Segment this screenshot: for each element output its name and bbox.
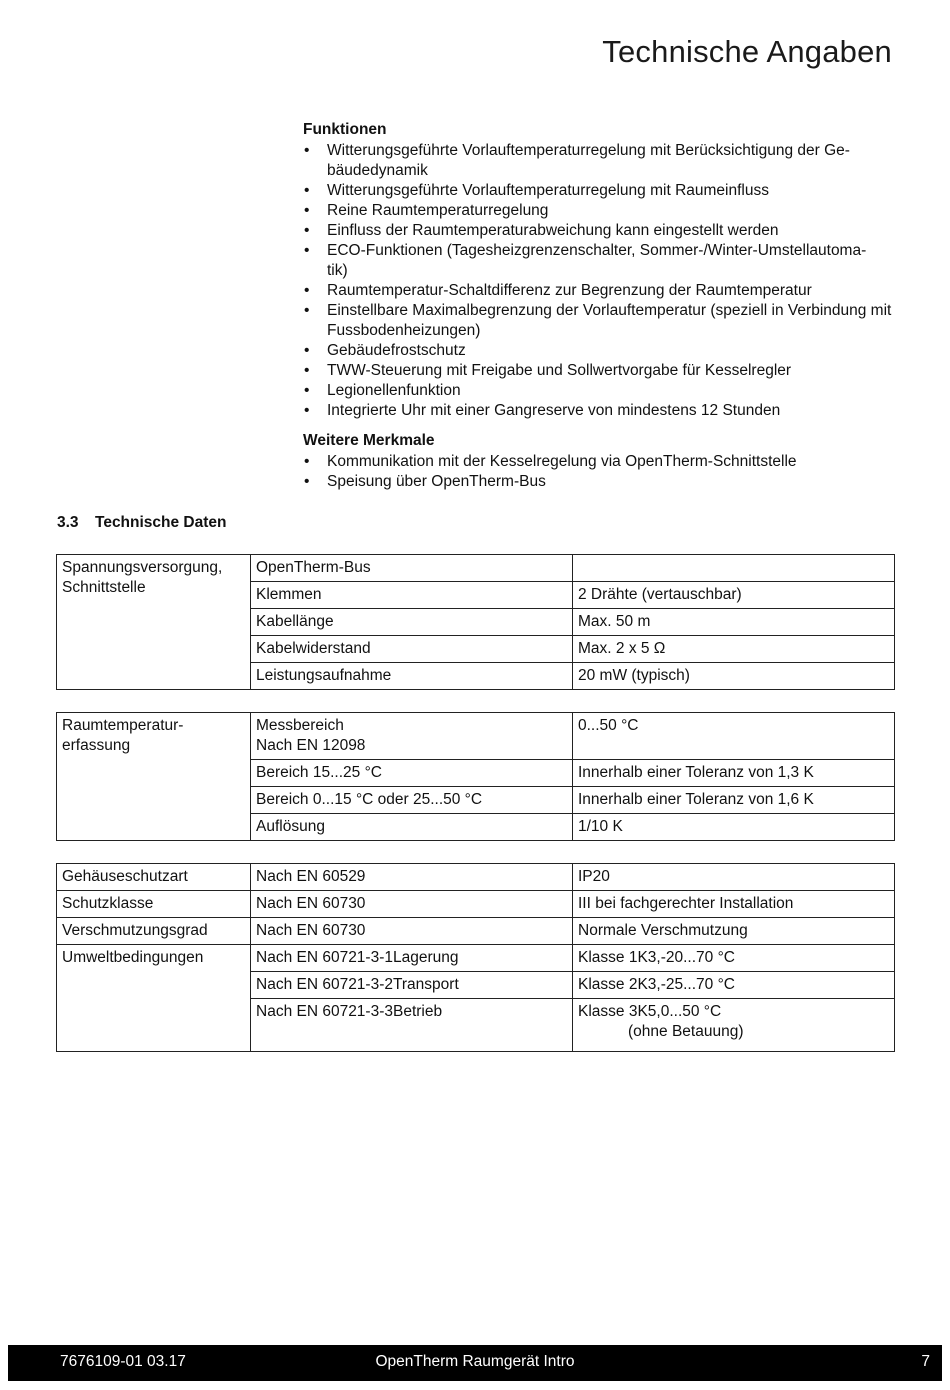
table-cell-value: Max. 2 x 5 Ω	[573, 636, 895, 663]
table-cell-value: 1/10 K	[573, 814, 895, 841]
table-cell-value: Max. 50 m	[573, 609, 895, 636]
list-item: • ECO-Funktionen (Tagesheizgrenzenschalter, Sommer-/Winter-Umstellautoma- tik)	[303, 241, 903, 281]
table-cell-value: 0...50 °C	[573, 713, 895, 760]
table-cell-value: Normale Verschmutzung	[573, 918, 895, 945]
list-item: • Integrierte Uhr mit einer Gangreserve von mindestens 12 Stunden	[303, 401, 903, 421]
table-cell-norm: Nach EN 60730	[251, 891, 573, 918]
page-title: Technische Angaben	[602, 34, 892, 69]
spec-table-power	[56, 554, 895, 690]
list-item: • TWW-Steuerung mit Freigabe und Sollwertvorgabe für Kesselregler	[303, 361, 903, 381]
list-item: • Witterungsgeführte Vorlauftemperaturregelung mit Raumeinfluss	[303, 181, 903, 201]
table-cell-label: Auflösung	[251, 814, 573, 841]
section-title: Technische Daten	[95, 514, 227, 531]
table-cell-norm: Nach EN 60529	[251, 864, 573, 891]
list-item: • Kommunikation mit der Kesselregelung via OpenTherm-Schnittstelle	[303, 452, 903, 472]
list-item: • Reine Raumtemperaturregelung	[303, 201, 903, 221]
table-cell-norm: Nach EN 60721-3-1Lagerung	[251, 945, 573, 972]
list-item: • Witterungsgeführte Vorlauftemperaturregelung mit Berücksichtigung der Ge- bäudedynamik	[303, 141, 903, 181]
funktionen-heading: Funktionen	[303, 121, 387, 138]
table-cell-norm: Nach EN 60721-3-2Transport	[251, 972, 573, 999]
footer-bar	[8, 1345, 942, 1381]
list-item: • Speisung über OpenTherm-Bus	[303, 472, 903, 492]
table-cell-label: Bereich 0...15 °C oder 25...50 °C	[251, 787, 573, 814]
table-cell-value	[573, 999, 895, 1052]
table-cell-value: III bei fachgerechter Installation	[573, 891, 895, 918]
footer-product-name: OpenTherm Raumgerät Intro	[375, 1353, 575, 1370]
table-cell-value: Innerhalb einer Toleranz von 1,6 K	[573, 787, 895, 814]
list-item: • Gebäudefrostschutz	[303, 341, 903, 361]
spec-table-temperature	[56, 712, 895, 841]
table-cell-label: Klemmen	[251, 582, 573, 609]
table-cell-label: OpenTherm-Bus	[251, 555, 573, 582]
table-cell-value-line: (ohne Betauung)	[628, 1023, 744, 1040]
table-cell-label-line: Messbereich	[256, 717, 344, 734]
table-cell-norm: Nach EN 60721-3-3Betrieb	[251, 999, 573, 1052]
table-group-cell: Spannungsversorgung, Schnittstelle	[57, 555, 251, 690]
spec-table-protection	[56, 863, 895, 1052]
table-cell-value	[573, 555, 895, 582]
table-cell-value-line: Klasse 3K5,0...50 °C	[578, 1003, 722, 1020]
merkmale-heading: Weitere Merkmale	[303, 432, 435, 449]
section-number: 3.3	[57, 514, 79, 531]
table-group-cell: Umweltbedingungen	[57, 945, 251, 1052]
table-cell-label: Kabellänge	[251, 609, 573, 636]
table-row	[57, 555, 895, 582]
list-item: • Einstellbare Maximalbegrenzung der Vorlauftemperatur (speziell in Verbindung mit Fussbodenheizungen)	[303, 301, 903, 341]
table-cell-value: 20 mW (typisch)	[573, 663, 895, 690]
table-cell-label-line: Nach EN 12098	[256, 737, 366, 754]
table-row	[57, 945, 895, 972]
section-heading	[57, 514, 227, 532]
table-cell-name: Gehäuseschutzart	[57, 864, 251, 891]
list-item: • Einfluss der Raumtemperaturabweichung kann eingestellt werden	[303, 221, 903, 241]
table-cell-value: Klasse 2K3,-25...70 °C	[573, 972, 895, 999]
funktionen-list	[303, 141, 903, 421]
table-cell-label	[251, 713, 573, 760]
funktionen-section	[303, 120, 903, 421]
table-cell-label: Bereich 15...25 °C	[251, 760, 573, 787]
list-item: • Raumtemperatur-Schaltdifferenz zur Begrenzung der Raumtemperatur	[303, 281, 903, 301]
table-cell-norm: Nach EN 60730	[251, 918, 573, 945]
footer-page-number: 7	[921, 1353, 930, 1370]
table-cell-value: IP20	[573, 864, 895, 891]
table-row	[57, 713, 895, 760]
table-cell-name: Verschmutzungsgrad	[57, 918, 251, 945]
table-cell-value: Innerhalb einer Toleranz von 1,3 K	[573, 760, 895, 787]
merkmale-list	[303, 452, 903, 492]
table-row	[57, 864, 895, 891]
table-cell-value: 2 Drähte (vertauschbar)	[573, 582, 895, 609]
list-item: • Legionellenfunktion	[303, 381, 903, 401]
table-cell-value: Klasse 1K3,-20...70 °C	[573, 945, 895, 972]
table-row	[57, 891, 895, 918]
table-cell-label: Leistungsaufnahme	[251, 663, 573, 690]
merkmale-section	[303, 431, 903, 492]
table-cell-name: Schutzklasse	[57, 891, 251, 918]
footer-doc-number: 7676109-01 03.17	[60, 1353, 186, 1370]
table-cell-label: Kabelwiderstand	[251, 636, 573, 663]
table-group-cell: Raumtemperatur- erfassung	[57, 713, 251, 841]
table-row	[57, 918, 895, 945]
